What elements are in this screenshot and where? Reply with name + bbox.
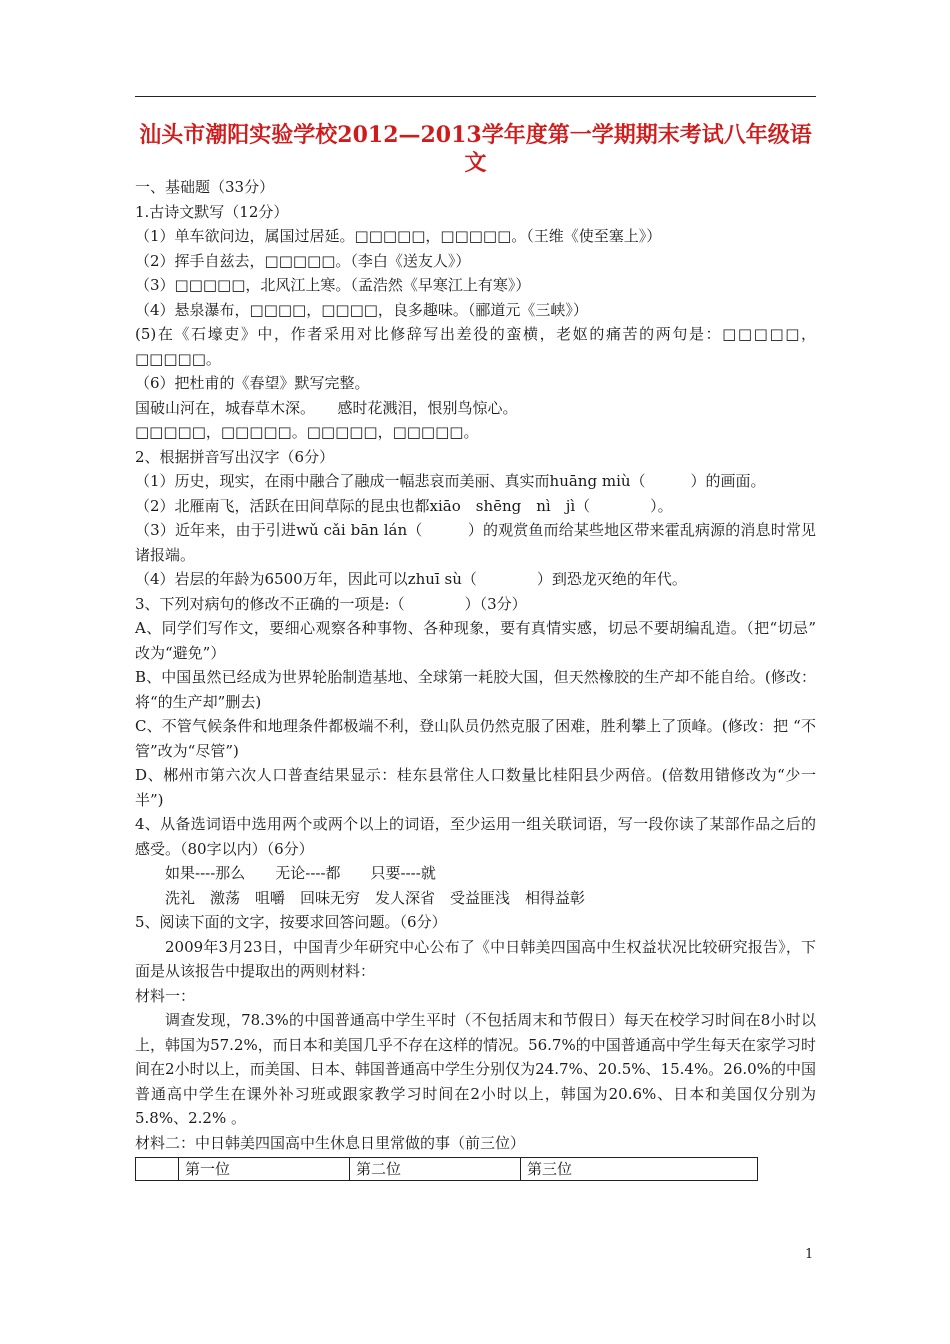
text-line: （6）把杜甫的《春望》默写完整。 [135, 374, 370, 392]
text-line: 5、阅读下面的文字，按要求回答问题。（6分） [135, 913, 447, 931]
text-line: 1.古诗文默写（12分） [135, 202, 289, 221]
table-header-row [136, 1158, 758, 1181]
exam-content [135, 175, 821, 1181]
text-line: A、同学们写作文，要细心观察各种事物、各种现象，要有真情实感，切忌不要胡编乱造。（把“切忌” 改为“避免”） [135, 619, 821, 662]
text-line: □□□□□，□□□□□。□□□□□，□□□□□。 [135, 423, 479, 441]
table-cell-blank [136, 1158, 179, 1181]
text-line: D、郴州市第六次人口普查结果显示：桂东县常住人口数量比桂阳县少两倍。(倍数用错修改为“少一半”) [135, 766, 816, 809]
text-line: 4、从备选词语中选用两个或两个以上的词语，至少运用一组关联词语，写一段你读了某部作品之后的感受。（80字以内）（6分） [135, 815, 816, 858]
text-line: 洗礼 激荡 咀嚼 回味无穷 发人深省 受益匪浅 相得益彰 [165, 888, 586, 907]
text-lines [135, 175, 821, 1155]
text-line: （3）□□□□□，北风江上寒。（孟浩然《早寒江上有寒》） [135, 276, 531, 294]
material-table [135, 1157, 758, 1181]
text-line: 2009年3月23日，中国青少年研究中心公布了《中日韩美四国高中生权益状况比较研究报告》，下面是从该报告中提取出的两则材料： [135, 937, 816, 980]
text-line: 国破山河在，城春草木深。 感时花溅泪，恨别鸟惊心。 [135, 398, 518, 417]
text-line: （2）挥手自兹去，□□□□□。（李白《送友人》） [135, 251, 471, 270]
text-line: (5)在《石壕吏》中，作者采用对比修辞写出差役的蛮横，老妪的痛苦的两句是：□□□□□，□□□□□。 [135, 325, 816, 368]
text-line: （4）悬泉瀑布，□□□□，□□□□，良多趣味。（郦道元《三峡》） [135, 300, 588, 319]
text-line: 如果----那么 无论----都 只要----就 [165, 864, 436, 882]
document-title: 汕头市潮阳实验学校2012—2013学年度第一学期期末考试八年级语文 [139, 122, 812, 176]
text-line: （1）历史，现实，在雨中融合了融成一幅悲哀而美丽、真实而huāng miù（ ）的画面。 [135, 472, 766, 490]
text-line: 调查发现，78.3%的中国普通高中学生平时（不包括周末和节假日）每天在校学习时间在8小时以上，韩国为57.2%，而日本和美国几乎不存在这样的情况。56.7%的中国普通高中学生每天在家学习时间在2小时以上，而美国、日本、韩国普通高中学生分别仅为24.7%、20.5%、15.4%。26.0%的中国普通高中学生在课外补习班或跟家教学习时间在2小时以上，韩国为20.6%、日本和美国仅分别为5.8%、2.2% 。 [135, 1011, 816, 1127]
text-line: 3、下列对病句的修改不正确的一项是:（ ）（3分） [135, 594, 527, 613]
text-line: 一、基础题（33分） [135, 178, 275, 196]
text-line: B、中国虽然已经成为世界轮胎制造基地、全球第一耗胶大国，但天然橡胶的生产却不能自给。(修改：将“的生产却”删去) [135, 668, 816, 711]
text-line: （3）近年来，由于引进wǔ cǎi bān lán（ ）的观赏鱼而给某些地区带来霍乱病源的消息时常见诸报端。 [135, 521, 816, 564]
text-line: 材料二：中日韩美四国高中生休息日里常做的事（前三位） [135, 1133, 526, 1152]
table-header-cell: 第三位 [521, 1158, 758, 1181]
text-line: （1）单车欲问边，属国过居延。□□□□□，□□□□□。（王维《使至塞上》） [135, 227, 662, 245]
table-header-cell: 第二位 [350, 1158, 521, 1181]
text-line: 材料一： [135, 986, 196, 1005]
text-line: 2、根据拼音写出汉字（6分） [135, 447, 335, 466]
page-number: 1 [805, 1247, 814, 1262]
table-header-cell: 第一位 [179, 1158, 350, 1181]
text-line: （4）岩层的年龄为6500万年，因此可以zhuī sù（ ）到恐龙灭绝的年代。 [135, 570, 687, 588]
text-line: C、不管气候条件和地理条件都极端不利，登山队员仍然克服了困难，胜利攀上了顶峰。(修改：把 “不管”改为“尽管”) [135, 717, 816, 760]
text-line: （2）北雁南飞，活跃在田间草际的昆虫也都xiāo shēng nì jì（ ）。 [135, 496, 673, 515]
header-rule [135, 96, 816, 97]
